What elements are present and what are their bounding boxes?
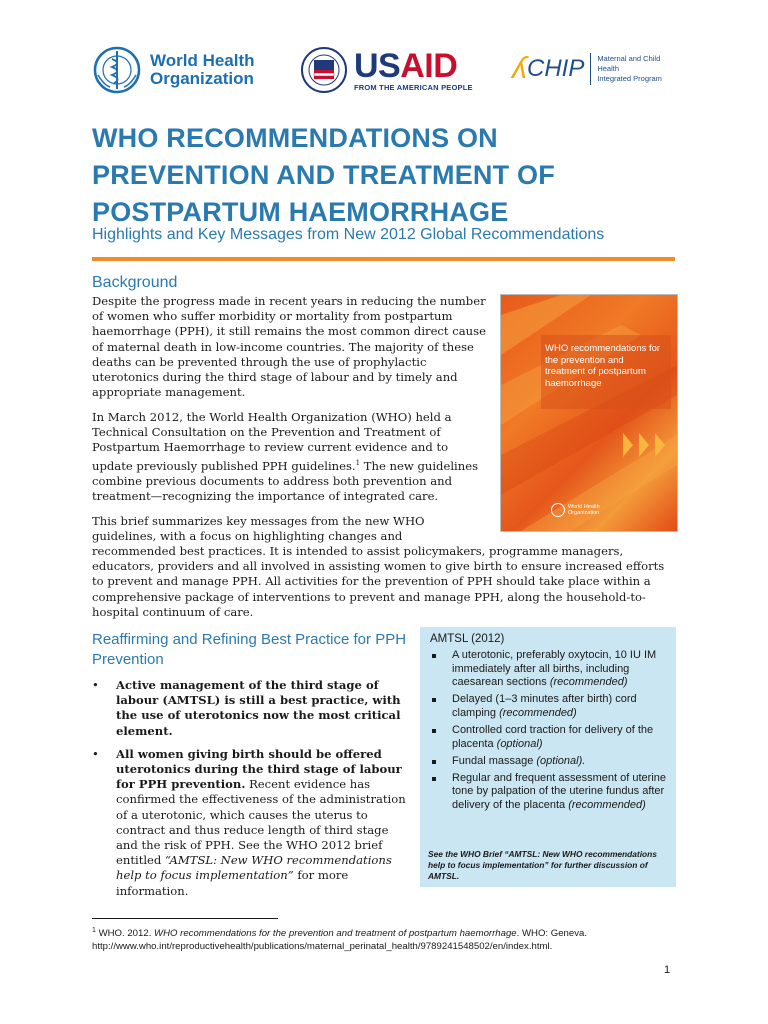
footnote: $^1$ WHO. 2012. WHO recommendations for the prevention and treatment of postpartum haemorrhage. WHO: Geneva. http://www.who.int/reproductivehealth/publications/maternal_perinatal_health/9789241548502/en/index.html. [92, 924, 682, 953]
bullet-icon: • [92, 746, 99, 761]
reaffirming-heading: Reaffirming and Refining Best Practice for PPH Prevention [92, 631, 407, 668]
list-item: • All women giving birth should be offered uterotonics during the third stage of labour for PPH prevention. Recent evidence has confirmed the effectiveness of the administration of a uterotonic, which causes the uterus to contract and thus reduce length of third stage and the risk of PPH. See the WHO 2012 brief entitled “AMTSL: New WHO recommendations help to focus implementation” for more information. [92, 746, 406, 898]
amtsl-item: A uterotonic, preferably oxytocin, 10 IU IM immediately after all births, including caesarean sections (recommended) [426, 649, 670, 690]
background-paragraph-3-start: This brief summarizes key messages from the new WHO guidelines, with a focus on highlighting changes and [92, 514, 425, 544]
footnote-url[interactable]: http://www.who.int/reproductivehealth/publications/maternal_perinatal_health/9789241548502/en/index.html. [92, 941, 553, 953]
background-paragraph-1: Despite the progress made in recent years in reducing the number of women who suffer morbidity or mortality from postpartum haemorrhage (PPH), it still remains the most common direct cause of maternal death in low-income countries. The majority of these deaths can be prevented through the use of prophylactic uterotonics during the third stage of labour and by timely and appropriate management. [92, 294, 486, 400]
page-number: 1 [664, 964, 671, 976]
who-logo-line1: World Health [150, 51, 255, 70]
document-title [92, 120, 692, 231]
report-cover-image [500, 294, 678, 532]
footnote-ref: 1 [355, 458, 361, 467]
usaid-tagline: FROM THE AMERICAN PEOPLE [354, 82, 473, 92]
footnote-divider [92, 918, 278, 919]
who-emblem-icon [92, 45, 142, 95]
footnote-number: 1 [92, 927, 96, 934]
amtsl-item: Controlled cord traction for delivery of the placenta (optional) [426, 724, 670, 751]
mchip-divider [590, 53, 591, 85]
mchip-wordmark: ʎ CHIP [512, 52, 585, 85]
usaid-seal-icon [300, 46, 348, 94]
mchip-line1: Maternal and Child Health [597, 54, 661, 73]
document-subtitle: Highlights and Key Messages from New 2012 Global Recommendations [92, 226, 605, 243]
cover-artwork [501, 295, 677, 531]
cover-who-line1: World Health [568, 504, 600, 510]
cover-title: WHO recommendations for the prevention and treatment of postpartum haemorrhage [545, 343, 661, 389]
amtsl-item: Delayed (1–3 minutes after birth) cord clamping (recommended) [426, 693, 670, 720]
cover-who-logo [551, 503, 600, 517]
amtsl-list [426, 649, 670, 816]
square-bullet-icon [432, 654, 436, 658]
amtsl-item: Regular and frequent assessment of uterine tone by palpation of the uterine fundus after delivery of the placenta (recommended) [426, 772, 670, 813]
title-line-3: POSTPARTUM HAEMORRHAGE [92, 197, 509, 227]
list-item: • Active management of the third stage of labour (AMTSL) is still a best practice, with the use of uterotonics now the most critical element. [92, 678, 401, 738]
who-logo-line2: Organization [150, 69, 254, 88]
background-paragraph-3-rest: recommended best practices. It is intended to assist policymakers, programme managers, educators, providers and all involved in assisting women to give birth to ensure increased efforts to prevent and manage PPH. All activities for the prevention of PPH should take place within a comprehensive package of interventions to prevent and manage PPH, along the household-to-hospital continuum of care. [92, 544, 665, 619]
title-divider [92, 257, 675, 261]
amtsl-sidebar-box [420, 627, 676, 887]
title-line-2: PREVENTION AND TREATMENT OF [92, 160, 555, 190]
cover-who-line2: Organization [568, 510, 600, 516]
square-bullet-icon [432, 729, 436, 733]
amtsl-note: See the WHO Brief “AMTSL: New WHO recommendations help to focus implementation” for further discussion of AMTSL. [428, 849, 657, 881]
square-bullet-icon [432, 777, 436, 781]
bullet-icon: • [92, 678, 99, 692]
who-logo [92, 44, 262, 96]
amtsl-heading: AMTSL (2012) [430, 633, 505, 645]
title-line-1: WHO RECOMMENDATIONS ON [92, 123, 498, 153]
reaffirming-bullet-list [88, 678, 408, 907]
square-bullet-icon [432, 698, 436, 702]
usaid-wordmark: USAID [354, 46, 458, 85]
cover-who-emblem-icon [551, 503, 565, 517]
amtsl-item: Fundal massage (optional). [426, 755, 670, 769]
background-paragraph-2: In March 2012, the World Health Organization (WHO) held a Technical Consultation on the Prevention and Treatment of Postpartum Haemorrhage to review current evidence and to update previously published PPH guidelines.$^1$ The new guidelines combine previous documents to address both prevention and treatment—recognizing the importance of integrated care. [92, 410, 479, 503]
usaid-logo [300, 42, 475, 98]
mchip-line2: Integrated Program [597, 74, 662, 83]
background-heading: Background [92, 274, 178, 291]
mchip-figure-icon: ʎ [512, 52, 527, 85]
mchip-logo [512, 46, 682, 92]
square-bullet-icon [432, 760, 436, 764]
